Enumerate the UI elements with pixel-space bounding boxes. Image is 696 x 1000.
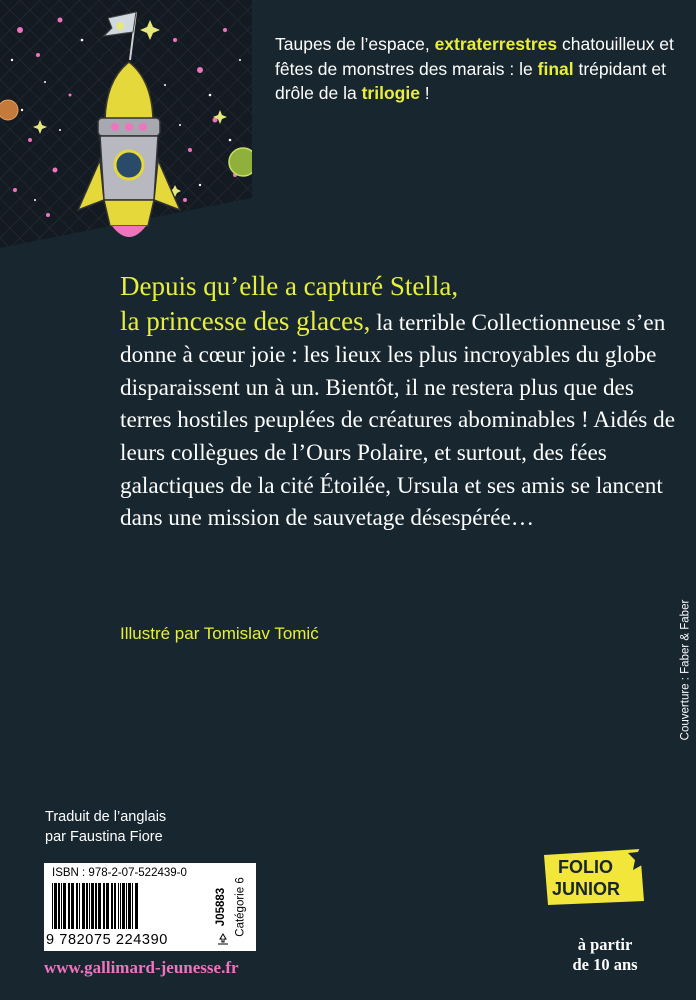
barcode-bar [95, 883, 97, 929]
isbn-label: ISBN : 978-2-07-522439-0 [52, 867, 187, 879]
barcode-bar [82, 883, 85, 929]
barcode-box [44, 863, 256, 951]
translation-credit [45, 807, 166, 847]
recycle-icon [216, 933, 230, 947]
tagline-text-4: ! [419, 83, 430, 103]
barcode-bar [89, 883, 90, 929]
logo-folio-text: FOLIO [558, 857, 613, 877]
barcode-bar [61, 883, 62, 929]
rocket-illustration [0, 0, 252, 248]
age-line-2: de 10 ans [572, 955, 638, 974]
barcode-bar [71, 883, 74, 929]
cover-credit [678, 599, 692, 741]
tagline-highlight-trilogie: trilogie [361, 83, 420, 103]
cover-credit-text: Couverture : Faber & Faber [679, 599, 691, 741]
tagline-text-1: Taupes de l’espace, [275, 34, 435, 54]
age-range [550, 935, 660, 975]
blurb [120, 270, 680, 535]
barcode-bar [132, 883, 133, 929]
product-code-text: J05883 [215, 887, 227, 927]
illustrator-credit: Illustré par Tomislav Tomić [120, 624, 319, 643]
tagline-text-3: trépidant et drôle de la [275, 58, 667, 103]
age-line-1: à partir [577, 935, 633, 954]
barcode-bar [106, 883, 109, 929]
barcode-bar [58, 883, 60, 929]
translation-line-2: par Faustina Fiore [45, 829, 163, 845]
barcode-bar [54, 883, 57, 929]
barcode-bar [118, 883, 119, 929]
barcode-bar [79, 883, 80, 929]
blurb-text: la terrible Collectionneuse s’en donne à cœur joie : les lieux les plus incroyables du globe disparaissent un à un. Bientôt, il ne restera plus que des terres hostiles peuplées de créatures abominables ! Aidés de leurs collègues de l’Ours Polaire, et surtout, des fées galactiques de la cité Étoilée, Ursula et ses amis se lancent dans une mission de sauvetage désespérée… [120, 309, 676, 532]
barcode-bar [98, 883, 101, 929]
category-code-text: Catégorie 6 [235, 877, 247, 937]
barcode-bar [128, 883, 131, 929]
barcode-bar [135, 883, 138, 929]
barcode-bars [48, 883, 208, 931]
barcode-bar [103, 883, 105, 929]
tagline-text-2: chatouilleux et fêtes de monstres des marais : le [275, 34, 674, 79]
barcode-bar [52, 883, 53, 929]
barcode-bar [91, 883, 94, 929]
barcode-bar [68, 883, 70, 929]
folio-junior-logo [544, 843, 656, 905]
tagline [275, 32, 675, 106]
barcode-bar [111, 883, 113, 929]
barcode-bar [86, 883, 88, 929]
barcode-bar [122, 883, 125, 929]
barcode-bar [126, 883, 127, 929]
tagline-highlight-extraterrestres: extraterrestres [434, 34, 558, 54]
barcode-bar [114, 883, 116, 929]
barcode-bar [120, 883, 121, 929]
blurb-highlight-line-1: Depuis qu’elle a capturé Stella, [120, 271, 459, 301]
category-code [232, 867, 250, 947]
barcode-digits: 9 782075 224390 [46, 932, 168, 948]
barcode-bar [76, 883, 78, 929]
barcode-bar [63, 883, 66, 929]
tagline-highlight-final: final [537, 58, 574, 79]
blurb-highlight-line-2: la princesse des glaces, [120, 305, 371, 336]
publisher-website: www.gallimard-jeunesse.fr [44, 958, 239, 977]
logo-junior-text: JUNIOR [552, 879, 621, 899]
translation-line-1: Traduit de l’anglais [45, 809, 167, 825]
